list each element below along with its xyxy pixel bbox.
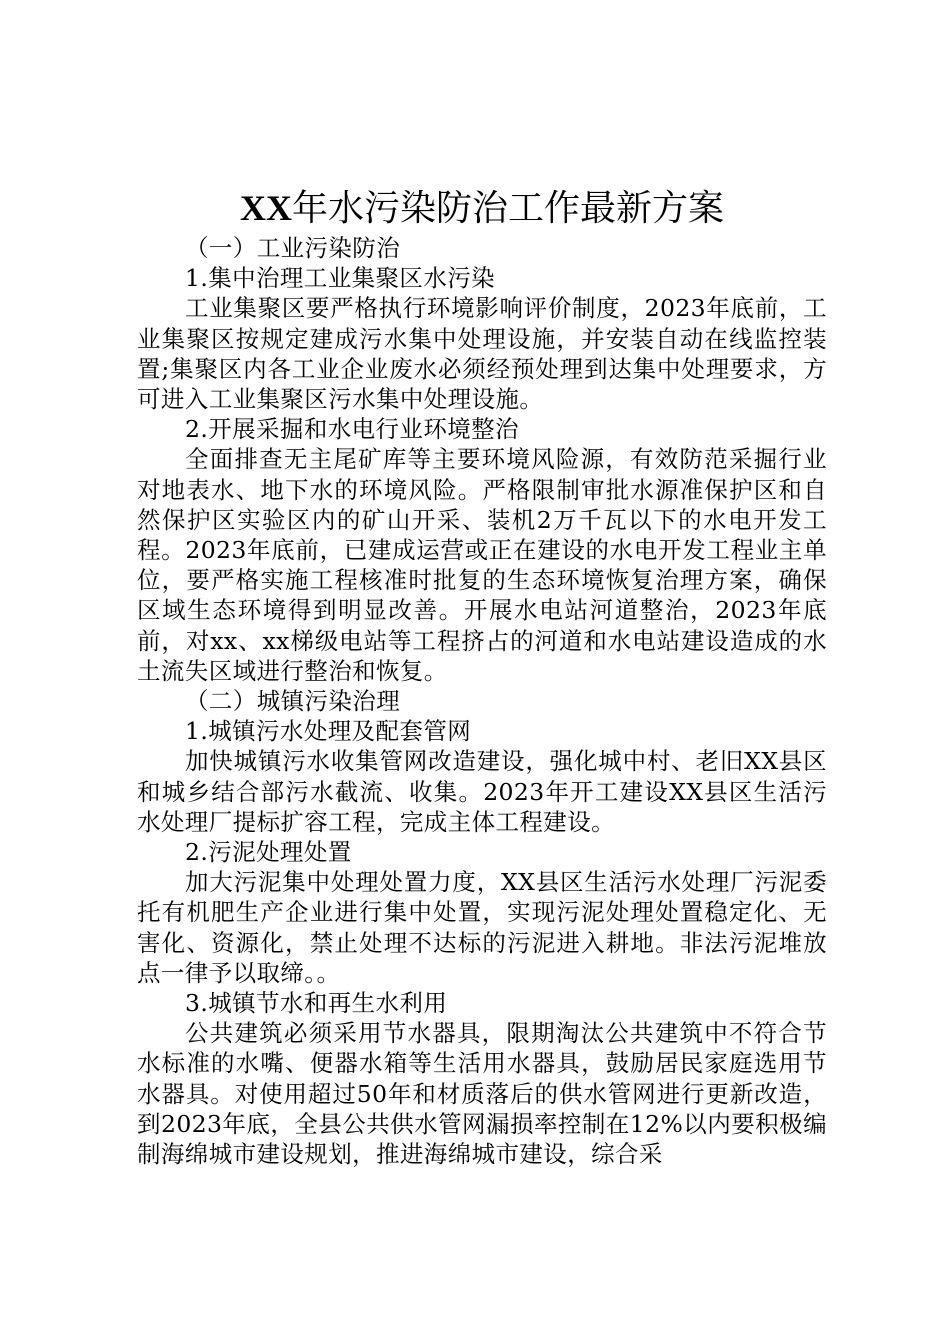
- paragraph-water-saving: 公共建筑必须采用节水器具，限期淘汰公共建筑中不符合节水标准的水嘴、便器水箱等生活用水器具，鼓励居民家庭选用节水器具。对使用超过50年和材质落后的供水管网进行更新改造，到2023年底，全县公共供水管网漏损率控制在12%以内要积极编制海绵城市建设规划，推进海绵城市建设，综合采: [137, 1019, 827, 1169]
- paragraph-mining-hydropower: 全面排查无主尾矿库等主要环境风险源，有效防范采掘行业对地表水、地下水的环境风险。严格限制审批水源准保护区和自然保护区实验区内的矿山开采、装机2万千瓦以下的水电开发工程。2023年底前，已建成运营或正在建设的水电开发工程业主单位，要严格实施工程核准时批复的生态环境恢复治理方案，确保区域生态环境得到明显改善。开展水电站河道整治，2023年底前，对xx、xx梯级电站等工程挤占的河道和水电站建设造成的水土流失区域进行整治和恢复。: [137, 445, 827, 685]
- subheading-sludge: 2.污泥处理处置: [185, 838, 352, 867]
- title-text: 年水污染防治工作最新方案: [291, 188, 724, 229]
- subheading-water-saving: 3.城镇节水和再生水利用: [185, 989, 448, 1018]
- paragraph-sludge: 加大污泥集中处理处置力度，XX县区生活污水处理厂污泥委托有机肥生产企业进行集中处置，实现污泥处理处置稳定化、无害化、资源化，禁止处理不达标的污泥进入耕地。非法污泥堆放点一律予以取缔。。: [137, 868, 827, 987]
- paragraph-sewage-network: 加快城镇污水收集管网改造建设，强化城中村、老旧XX县区和城乡结合部污水截流、收集。2023年开工建设XX县区生活污水处理厂提标扩容工程，完成主体工程建设。: [137, 747, 827, 836]
- section-heading-industrial: （一）工业污染防治: [185, 234, 401, 262]
- title-latin: XX: [239, 188, 292, 228]
- paragraph-industrial-zone: 工业集聚区要严格执行环境影响评价制度，2023年底前，工业集聚区按规定建成污水集中处理设施，并安装自动在线监控装置;集聚区内各工业企业废水必须经预处理到达集中处理要求，方可进入工业集聚区污水集中处理设施。: [137, 294, 827, 414]
- subheading-sewage-network: 1.城镇污水处理及配套管网: [185, 717, 472, 746]
- document-body: [137, 183, 827, 1169]
- document-title: [137, 183, 827, 233]
- section-heading-urban: （二）城镇污染治理: [185, 687, 401, 716]
- subheading-industrial-zone: 1.集中治理工业集聚区水污染: [185, 264, 496, 293]
- subheading-mining-hydropower: 2.开展采掘和水电行业环境整治: [185, 415, 519, 444]
